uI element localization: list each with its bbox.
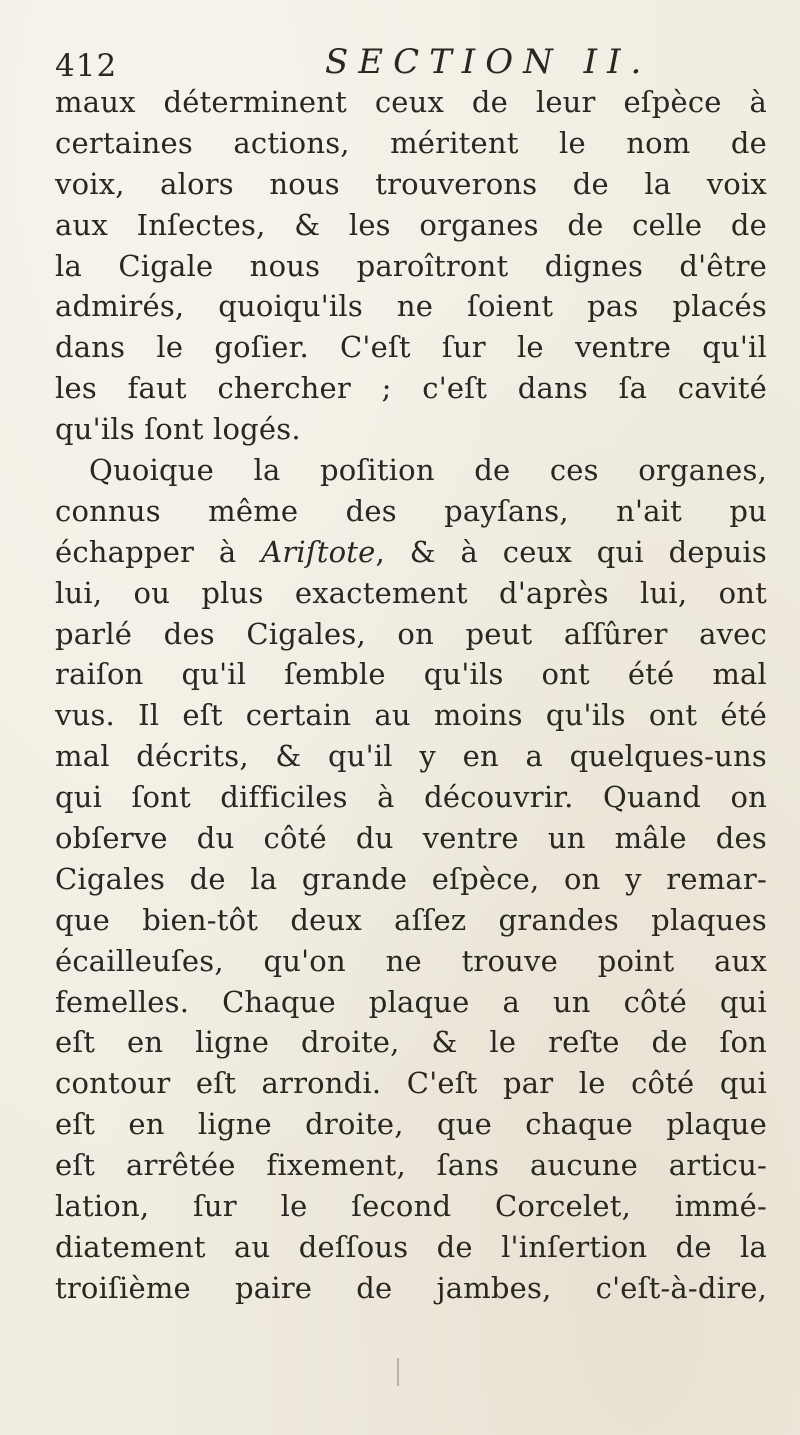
text-line: Cigales de la grande eſpèce, on y remar- <box>55 861 767 896</box>
text-line: écailleuſes, qu'on ne trouve point aux <box>55 943 767 978</box>
text-line: mal décrits, & qu'il y en a quelques-uns <box>55 739 767 774</box>
text-line: certaines actions, méritent le nom de <box>55 125 767 160</box>
page-edge-mark <box>397 1358 399 1386</box>
text-line: eſt arrêtée fixement, ſans aucune articu- <box>55 1148 767 1183</box>
text-line: parlé des Cigales, on peut aſſûrer avec <box>55 616 767 651</box>
text-line: lui, ou plus exactement d'après lui, ont <box>55 575 767 610</box>
page-number: 412 <box>55 48 118 84</box>
text-line: lation, ſur le ſecond Corcelet, immé- <box>55 1189 767 1224</box>
text-line: vus. Il eſt certain au moins qu'ils ont été <box>55 698 767 733</box>
text-line: diatement au deſſous de l'inſertion de la <box>55 1229 767 1264</box>
text-line: maux déterminent ceux de leur eſpèce à <box>55 85 767 119</box>
text-line: échapper à Ariſtote, & à ceux qui depuis <box>55 534 767 569</box>
body-text <box>55 82 767 1309</box>
text-line: admirés, quoiqu'ils ne ſoient pas placés <box>55 289 767 324</box>
text-line: eſt en ligne droite, que chaque plaque <box>55 1107 767 1142</box>
text-line: contour eſt arrondi. C'eſt par le côté qui <box>55 1066 767 1101</box>
text-line: connus même des payſans, n'ait pu <box>55 493 767 528</box>
text-line: les faut chercher ; c'eſt dans ſa cavité <box>55 371 767 406</box>
text-line: raiſon qu'il ſemble qu'ils ont été mal <box>55 657 767 692</box>
text-line: dans le goſier. C'eſt ſur le ventre qu'il <box>55 330 767 365</box>
text-line: troiſième paire de jambes, c'eſt-à-dire, <box>55 1270 767 1305</box>
text-line: qui ſont difficiles à découvrir. Quand on <box>55 780 767 815</box>
paragraph-1 <box>55 82 767 450</box>
text-line: Quoique la poſition de ces organes, <box>89 453 767 488</box>
page-header <box>55 38 755 88</box>
text-line: voix, alors nous trouverons de la voix <box>55 166 767 201</box>
text-line: femelles. Chaque plaque a un côté qui <box>55 984 767 1019</box>
text-line: qu'ils ſont logés. <box>55 412 301 447</box>
text-line: la Cigale nous paroîtront dignes d'être <box>55 248 767 283</box>
text-line: aux Inſectes, & les organes de celle de <box>55 207 767 242</box>
text-line: eſt en ligne droite, & le reſte de ſon <box>55 1025 767 1060</box>
running-head: SECTION II. <box>325 42 652 82</box>
paragraph-2 <box>55 450 767 1309</box>
text-line: que bien-tôt deux aſſez grandes plaques <box>55 902 767 937</box>
text-line: obſerve du côté du ventre un mâle des <box>55 821 767 856</box>
